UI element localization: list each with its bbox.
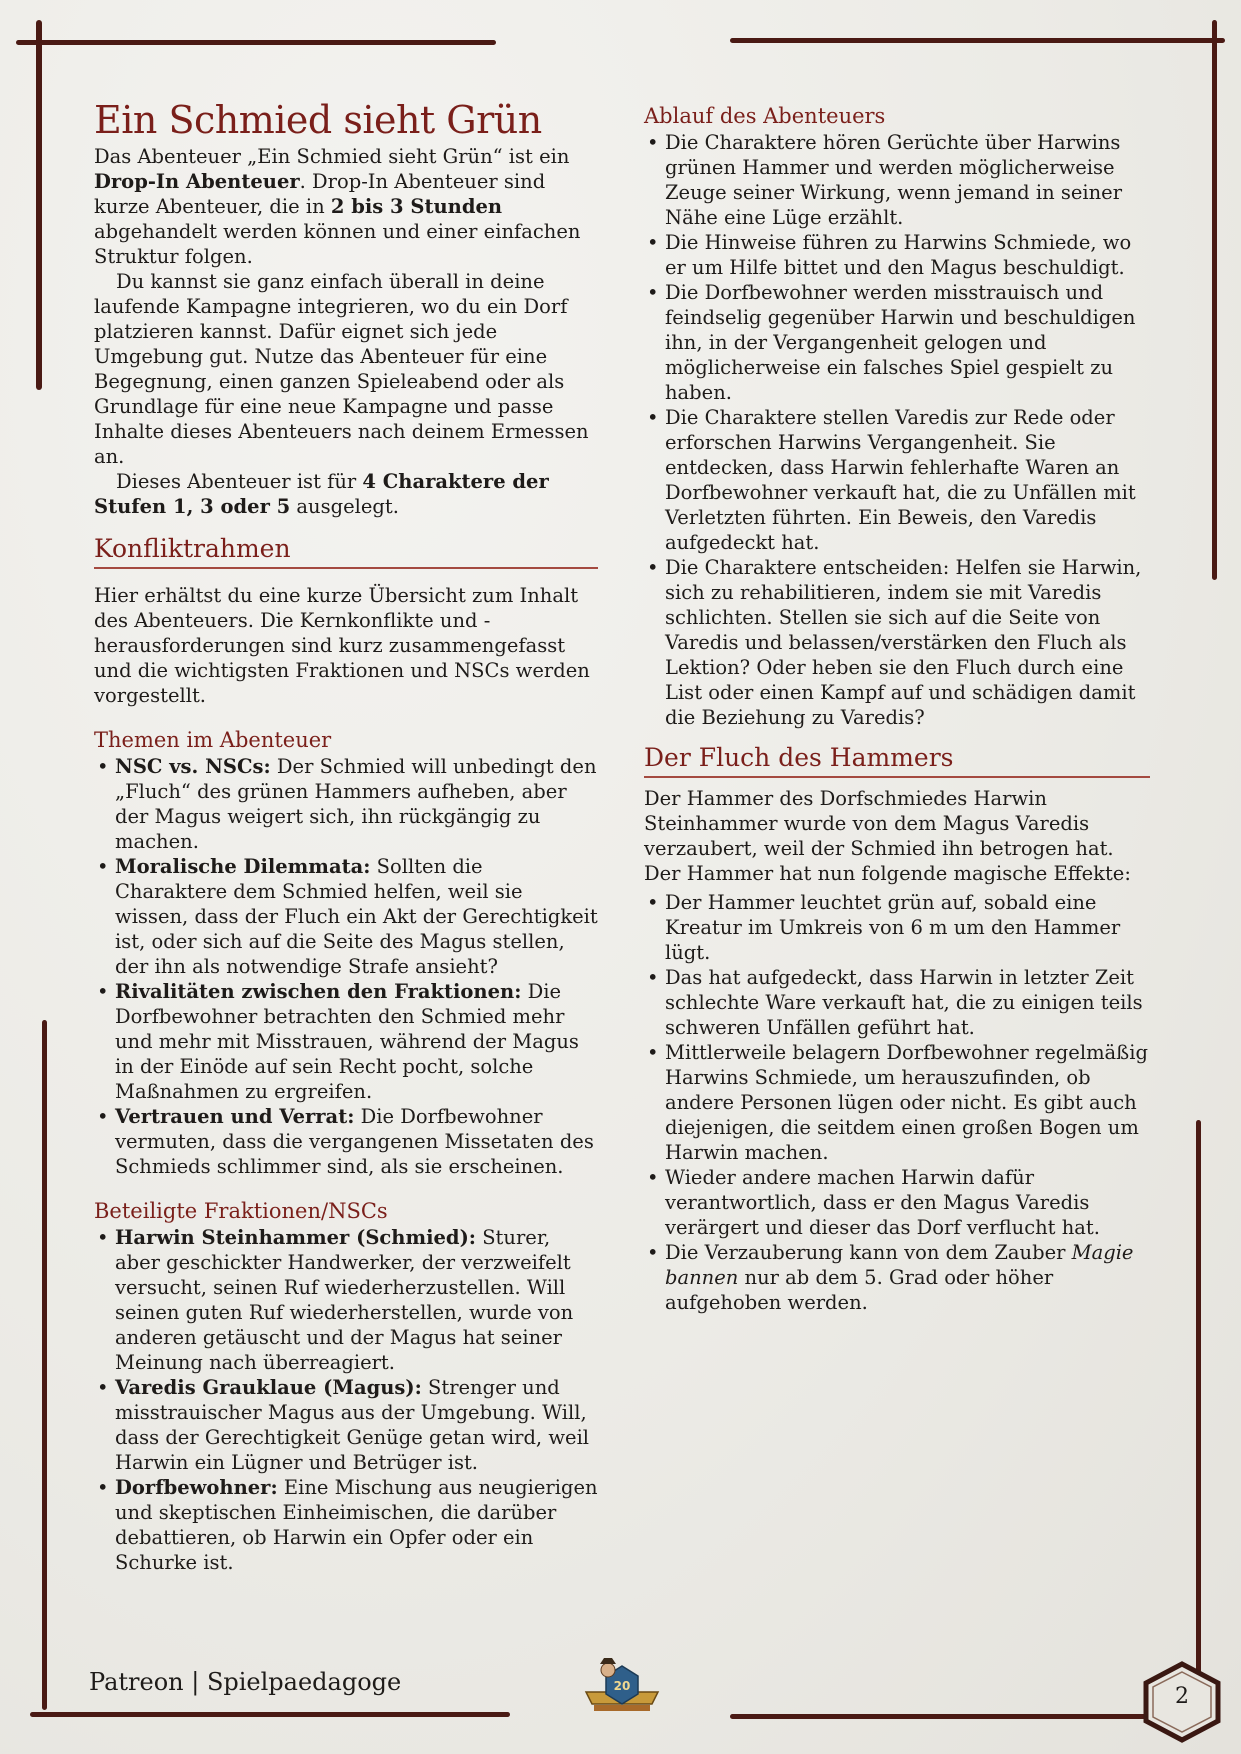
fraktionen-list	[94, 1225, 598, 1575]
konflikt-heading: Konfliktrahmen	[94, 535, 598, 569]
frame-right-lower-bar	[1196, 1120, 1201, 1730]
list-item-run: Sollten die Charaktere dem Schmied helfen, weil sie wissen, dass der Fluch ein Akt der Gerechtigkeit ist, oder sich auf die Seite des Magus stellen, der ihn als notwendige Strafe ansieht?	[115, 854, 598, 978]
page-number: 2	[1175, 1684, 1189, 1709]
intro-paragraph-1-run: abgehandelt werden können und einer einfachen Struktur folgen.	[94, 219, 581, 268]
intro-paragraph-3-run: 4 Charaktere der Stufen 1, 3 oder 5	[94, 469, 549, 518]
footer-brand: Patreon | Spielpaedagoge	[89, 1668, 402, 1696]
list-item-run: Varedis Grauklaue (Magus):	[115, 1375, 422, 1399]
list-item-run: nur ab dem 5. Grad oder höher aufgehoben werden.	[665, 1265, 1054, 1314]
frame-top-right-bar	[730, 38, 1225, 43]
intro-paragraph-1-run: . Drop-In Abenteuer sind kurze Abenteuer, die in	[94, 169, 546, 218]
list-item-run: Vertrauen und Verrat:	[115, 1104, 355, 1128]
list-item-run: Die Verzauberung kann von dem Zauber	[665, 1240, 1072, 1264]
list-item	[94, 1104, 598, 1179]
frame-left-upper-bar	[36, 20, 42, 390]
list-item	[644, 1240, 1150, 1315]
themen-heading: Themen im Abenteuer	[94, 727, 332, 752]
intro-paragraph-1-run: Drop-In Abenteuer	[94, 169, 300, 193]
list-item	[94, 854, 598, 979]
list-item	[644, 890, 1150, 965]
list-item	[94, 1475, 598, 1575]
konflikt-text: Hier erhältst du eine kurze Übersicht zum Inhalt des Abenteuers. Die Kernkonflikte und -herausforderungen sind kurz zusammengefasst und die wichtigsten Fraktionen und NSCs werden vorgestellt.	[94, 583, 590, 707]
list-item: • Die Charaktere entscheiden: Helfen sie Harwin, sich zu rehabilitieren, indem sie mit Varedis schlichten. Stellen sie sich auf die Seite von Varedis und belassen/verstärken den Fluch als Lektion? Oder heben sie den Fluch durch eine List oder einen Kampf auf und schädigen damit die Beziehung zu Varedis?	[644, 555, 1150, 730]
fraktionen-heading: Beteiligte Fraktionen/NSCs	[94, 1198, 388, 1223]
frame-top-left-bar	[16, 40, 496, 45]
intro-paragraph-1	[94, 144, 598, 269]
intro-paragraph-2: Du kannst sie ganz einfach überall in deine laufende Kampagne integrieren, wo du ein Dorf platzieren kannst. Dafür eignet sich jede Umgebung gut. Nutze das Abenteuer für eine Begegnung, einen ganzen Spieleabend oder als Grundlage für eine neue Kampagne und passe Inhalte dieses Abenteuers nach deinem Ermessen an.	[94, 269, 589, 468]
list-item: • Die Charaktere hören Gerüchte über Harwins grünen Hammer und werden möglicherweise Zeuge seiner Wirkung, wenn jemand in seiner Nähe eine Lüge erzählt.	[644, 130, 1150, 230]
list-item	[94, 754, 598, 854]
fluch-list	[644, 890, 1150, 1315]
list-item	[94, 1375, 598, 1475]
list-item-run: Wieder andere machen Harwin dafür verantwortlich, dass er den Magus Varedis verärgert und dieser das Dorf verflucht hat.	[665, 1165, 1100, 1239]
frame-right-upper-bar	[1212, 20, 1217, 580]
intro-paragraph-1-run: Das Abenteuer „Ein Schmied sieht Grün“ ist ein	[94, 144, 570, 168]
list-item	[94, 1225, 598, 1375]
intro-paragraph-1-run: 2 bis 3 Stunden	[330, 194, 503, 218]
list-item: • Die Charaktere stellen Varedis zur Rede oder erforschen Harwins Vergangenheit. Sie entdecken, dass Harwin fehlerhafte Waren an Dorfbewohner verkauft hat, die zu Unfällen mit Verletzten führten. Ein Beweis, den Varedis aufgedeckt hat.	[644, 405, 1150, 555]
intro-paragraph-3-run: Dieses Abenteuer ist für	[116, 469, 363, 493]
right-column	[644, 100, 1150, 1315]
ablauf-list	[644, 130, 1150, 730]
themen-list	[94, 754, 598, 1179]
page-title: Ein Schmied sieht Grün	[94, 98, 542, 142]
list-item	[94, 979, 598, 1104]
ablauf-heading: Ablauf des Abenteuers	[644, 104, 886, 128]
list-item-run: Moralische Dilemmata:	[115, 854, 371, 878]
list-item	[644, 1040, 1150, 1165]
list-item-run: Strenger und misstrauischer Magus aus der Umgebung. Will, dass der Gerechtigkeit Genüge getan wird, weil Harwin ein Lügner und Betrüger ist.	[115, 1375, 590, 1474]
fluch-text: Der Hammer des Dorfschmiedes Harwin Steinhammer wurde von dem Magus Varedis verzaubert, weil der Schmied ihn betrogen hat. Der Hammer hat nun folgende magische Effekte:	[644, 786, 1131, 885]
list-item-run: Das hat aufgedeckt, dass Harwin in letzter Zeit schlechte Ware verkauft hat, die zu einigen teils schweren Unfällen geführt hat.	[665, 965, 1143, 1039]
spielpaedagoge-logo-icon	[580, 1652, 664, 1716]
list-item-run: NSC vs. NSCs:	[115, 754, 271, 778]
frame-bottom-left-bar	[30, 1712, 510, 1717]
fluch-heading: Der Fluch des Hammers	[644, 744, 1150, 778]
list-item-run: Harwin Steinhammer (Schmied):	[115, 1225, 476, 1249]
intro-paragraph-3	[94, 469, 598, 519]
list-item	[644, 965, 1150, 1040]
intro-paragraph-3-run: ausgelegt.	[290, 494, 399, 518]
list-item-run: Die Dorfbewohner vermuten, dass die vergangenen Missetaten des Schmieds schlimmer sind, als sie erscheinen.	[115, 1104, 594, 1178]
frame-bottom-right-bar	[730, 1714, 1150, 1719]
list-item-run: Dorfbewohner:	[115, 1475, 278, 1499]
list-item-run: Die Dorfbewohner betrachten den Schmied mehr und mehr mit Misstrauen, während der Magus in der Einöde auf sein Recht pocht, solche Maßnahmen zu ergreifen.	[115, 979, 579, 1103]
list-item-run: Sturer, aber geschickter Handwerker, der verzweifelt versucht, seinen Ruf wiederherzustellen. Will seinen guten Ruf wiederherstellen, wurde von anderen getäuscht und der Magus hat seiner Meinung nach überreagiert.	[115, 1225, 574, 1374]
frame-left-lower-bar	[42, 1020, 47, 1710]
left-column	[94, 100, 598, 1575]
list-item-run: Rivalitäten zwischen den Fraktionen:	[115, 979, 522, 1003]
list-item: • Die Dorfbewohner werden misstrauisch und feindselig gegenüber Harwin und beschuldigen ihn, in der Vergangenheit gelogen und möglicherweise ein falsches Spiel gespielt zu haben.	[644, 280, 1150, 405]
list-item-run: Magie bannen	[665, 1240, 1134, 1289]
list-item-run: Der Hammer leuchtet grün auf, sobald eine Kreatur im Umkreis von 6 m um den Hammer lügt.	[665, 890, 1121, 964]
svg-text:20: 20	[613, 1679, 631, 1693]
list-item	[644, 1165, 1150, 1240]
list-item-run: Mittlerweile belagern Dorfbewohner regelmäßig Harwins Schmiede, um herauszufinden, ob andere Personen lügen oder nicht. Es gibt auch diejenigen, die seitdem einen großen Bogen um Harwin machen.	[665, 1040, 1148, 1164]
list-item-run: Eine Mischung aus neugierigen und skeptischen Einheimischen, die darüber debattieren, ob Harwin ein Opfer oder ein Schurke ist.	[115, 1475, 598, 1574]
list-item-run: Der Schmied will unbedingt den „Fluch“ des grünen Hammers aufheben, aber der Magus weigert sich, ihn rückgängig zu machen.	[115, 754, 597, 853]
list-item: • Die Hinweise führen zu Harwins Schmiede, wo er um Hilfe bittet und den Magus beschuldigt.	[644, 230, 1150, 280]
